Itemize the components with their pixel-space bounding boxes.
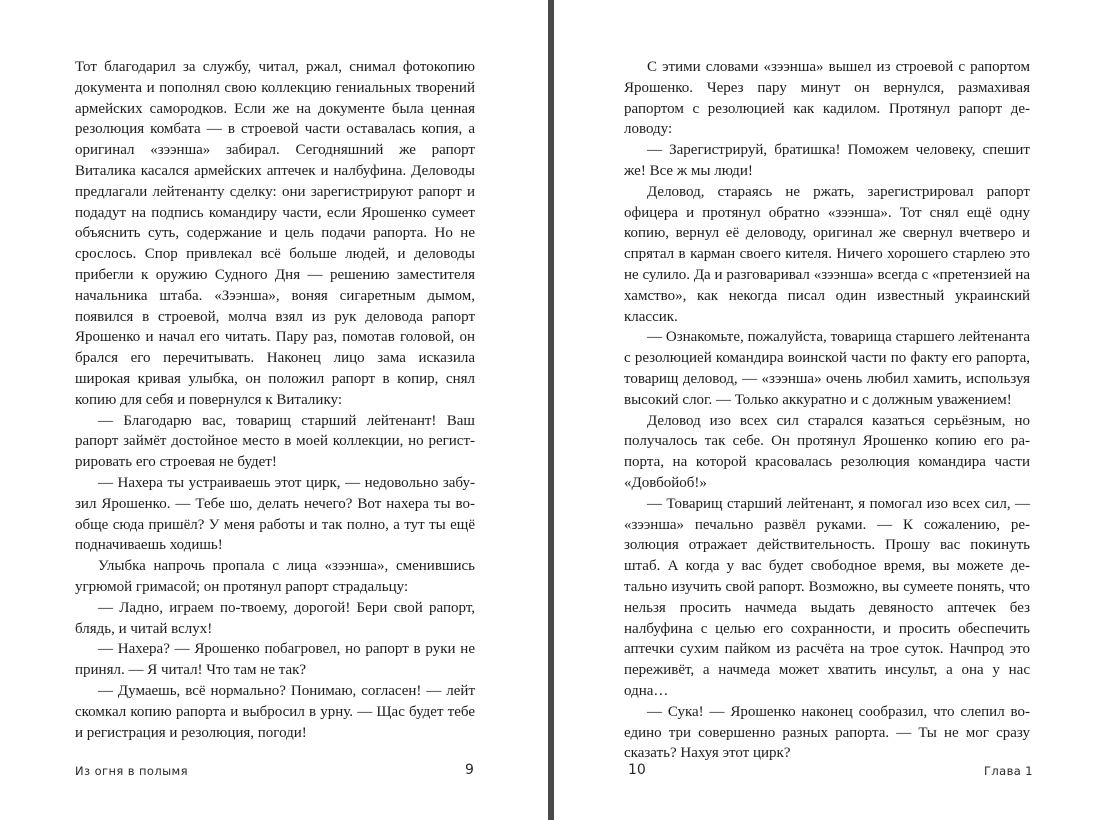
paragraph: — Зарегистрируй, братишка! Поможем человеку, спешит же! Все ж мы люди!	[624, 142, 1030, 179]
paragraph: — Сука! — Ярошенко наконец сообразил, что слепил воедино три совершенно разных рапорта. — Ты не мог сразу сказать? Нахуя этот цирк?	[624, 703, 1030, 762]
paragraph: — Нахера ты устраиваешь этот цирк, — недовольно забузил Ярошенко. — Тебе шо, делать нечего? Вот нахера ты вообще сюда пришёл? У меня работы и так полно, а тут ты ещё подначиваешь ходишь!	[75, 474, 475, 554]
paragraph: — Ознакомьте, пожалуйста, товарища старшего лейтенанта с резолюцией командира воинской части по факту его рапорта, товарищ деловод, — «зээнша» очень любил хамить, используя высокий слог. — Только аккуратно и с должным уважением!	[624, 329, 1030, 408]
paragraph: Улыбка напрочь пропала с лица «зээнша», сменившись угрюмой гримасой; он протянул рапорт страдальцу:	[75, 558, 475, 595]
running-footer-title: Глава 1	[984, 764, 1034, 778]
paragraph: Тот благодарил за службу, читал, ржал, снимал фотокопию документа и пополнял свою коллекцию гениальных творений армейских самородков. Если же на документе была ценная резолюция комбата — в строевой части оставалась копия, а оригинал «зээнша» забирал. Сегодняшний же рапорт Виталика касался армейских аптечек и налбуфина. Деловоды предлагали лейтенанту сделку: они зарегистрируют рапорт и подадут на подпись командиру части, если Ярошенко сумеет объяснить суть, содержание и цель подачи рапорта. Но не срослось. Спор привлекал всё больше людей, и деловоды прибегли к оружию Судного Дня — решению заместителя начальника штаба. «Зээнша», воняя сигаретным дымом, появился в строевой, молча взял из рук деловода рапорт Ярошенко и начал его читать. Пару раз, помотав головой, он брался его перечитывать. Наконец лицо зама исказила широкая кривая улыбка, он положил рапорт в копир, снял копию для себя и повернулся к Виталику:	[75, 59, 475, 408]
paragraph: — Благодарю вас, товарищ старший лейтенант! Ваш рапорт займёт достойное место в моей коллекции, но регистрировать его строевая не будет!	[75, 412, 475, 471]
left-page-text	[75, 57, 475, 743]
paragraph: С этими словами «зээнша» вышел из строевой с рапортом Ярошенко. Через пару минут он вернулся, размахивая рапортом с резолюцией как кадилом. Протянул рапорт деловоду:	[624, 59, 1030, 138]
paragraph: Деловод изо всех сил старался казаться серьёзным, но получалось так себе. Он протянул Ярошенко копию его рапорта, на которой красовалась резолюция командира части «Довбойоб!»	[624, 412, 1030, 491]
paragraph: — Нахера? — Ярошенко побагровел, но рапорт в руки не принял. — Я читал! Что там не так?	[75, 641, 475, 679]
page-number: 9	[465, 762, 474, 778]
paragraph: — Ладно, играем по-твоему, дорогой! Бери свой рапорт, блядь, и читай вслух!	[75, 599, 475, 637]
right-page	[554, 0, 1102, 820]
paragraph: — Думаешь, всё нормально? Понимаю, согласен! — лейт скомкал копию рапорта и выбросил в урну. — Щас будет тебе и регистрация и резолюция, погоди!	[75, 682, 475, 741]
running-footer-title: Из огня в полымя	[75, 764, 188, 778]
left-page	[0, 0, 548, 820]
page-number: 10	[628, 762, 646, 778]
right-page-text	[624, 57, 1030, 764]
paragraph: — Товарищ старший лейтенант, я помогал изо всех сил, — «зээнша» печально развёл руками. — К сожалению, резолюция отражает действительность. Прошу вас покинуть штаб. А когда у вас будет свободное время, вы можете детально изучить свой рапорт. Возможно, вы сумеете понять, что нельзя просить начмеда выдать девяносто аптечек без налбуфина с целью его сохранности, и просить обеспечить аптечки сухим пайком из расчёта на трое суток. Начпрод это переживёт, а начмеда может хватить инсульт, а она у нас одна…	[624, 495, 1030, 699]
paragraph: Деловод, стараясь не ржать, зарегистрировал рапорт офицера и протянул обратно «зээнша». Тот снял ещё одну копию, вернул её деловоду, оригинал же свернул вчетверо и спрятал в карман своего кителя. Ничего хорошего старлею это не сулило. Да и разговаривал «зээнша» всегда с «претензией на хамство», как некогда писал один известный украинский классик.	[624, 183, 1030, 325]
